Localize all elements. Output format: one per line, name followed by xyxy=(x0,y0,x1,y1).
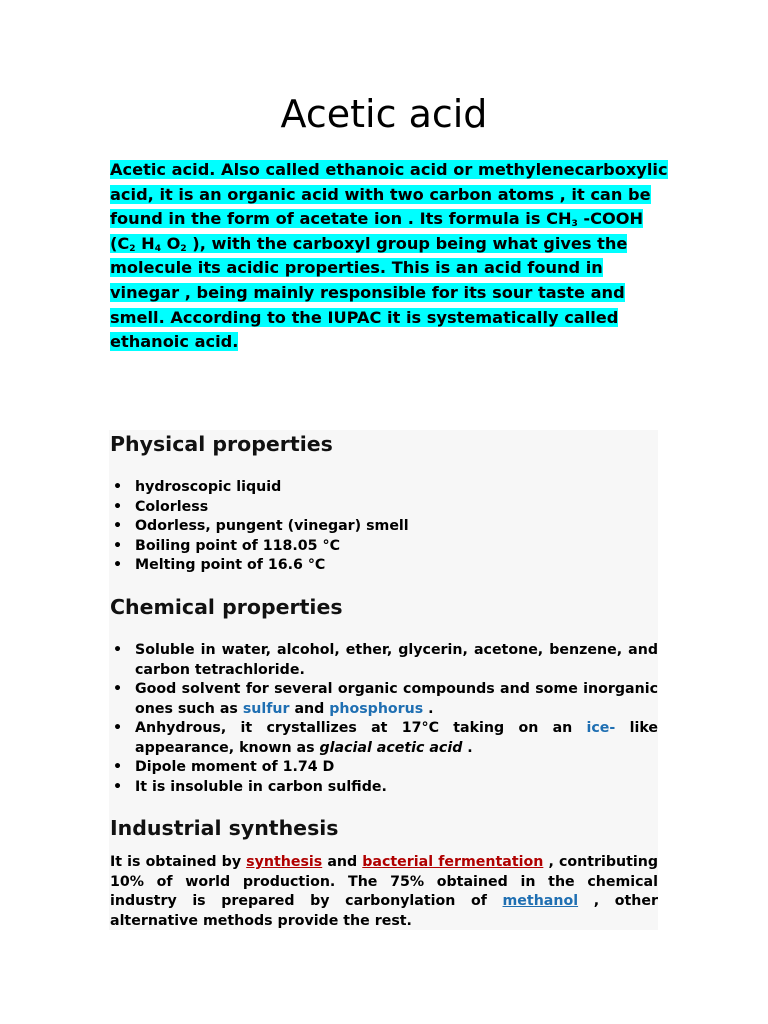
list-item: • Good solvent for several organic compounds and some inorganic ones such as sulfur and phosphorus . xyxy=(110,680,658,719)
chemical-properties-heading: Chemical properties xyxy=(110,595,343,619)
subscript: 3 xyxy=(571,219,578,230)
page-title: Acetic acid xyxy=(280,92,488,136)
physical-properties-list xyxy=(110,478,658,576)
industrial-synthesis-heading: Industrial synthesis xyxy=(110,816,339,840)
list-item: • Dipole moment of 1.74 D xyxy=(110,758,658,778)
phosphorus-link[interactable]: phosphorus xyxy=(329,700,424,717)
subscript: 2 xyxy=(180,243,187,254)
subscript: 4 xyxy=(154,243,161,254)
list-item: • Melting point of 16.6 °C xyxy=(110,556,658,576)
synthesis-link[interactable]: synthesis xyxy=(246,854,323,870)
list-item: • Boiling point of 118.05 °C xyxy=(110,537,658,557)
list-item: • Colorless xyxy=(110,498,658,518)
list-item: • Odorless, pungent (vinegar) smell xyxy=(110,517,658,537)
bacterial-fermentation-link[interactable]: bacterial fermentation xyxy=(362,854,544,870)
intro-text: H xyxy=(135,233,155,253)
chemical-properties-list xyxy=(110,641,658,797)
subscript: 2 xyxy=(129,243,136,254)
glacial-acetic-acid-term: glacial acetic acid xyxy=(319,739,463,756)
intro-highlight xyxy=(110,160,668,351)
list-item: • It is insoluble in carbon sulfide. xyxy=(110,778,658,798)
list-item: • Anhydrous, it crystallizes at 17°C taking on an ice- like appearance, known as glacial acetic acid . xyxy=(110,719,658,758)
intro-text: Acetic acid. Also called ethanoic acid or methylenecarboxylic acid, it is an organic acid with two carbon atoms , it can be found in the form of acetate ion . Its formula is CH xyxy=(110,160,668,229)
physical-properties-heading: Physical properties xyxy=(110,432,333,456)
intro-text: -COOH (C xyxy=(110,209,644,253)
industrial-synthesis-paragraph: It is obtained by synthesis and bacterial fermentation , contributing 10% of world production. The 75% obtained in the chemical industry is prepared by carbonylation of methanol , other alternative methods provide the rest. xyxy=(110,854,658,929)
ice-link[interactable]: ice- xyxy=(586,720,616,736)
intro-paragraph xyxy=(110,158,670,355)
methanol-link[interactable]: methanol xyxy=(502,893,579,909)
intro-text: O xyxy=(161,233,181,253)
intro-text: ), with the carboxyl group being what gives the molecule its acidic properties. This is an acid found in vinegar , being mainly responsible for its sour taste and smell. According to the IUPAC it is systematically called ethanoic acid. xyxy=(110,233,628,352)
sulfur-link[interactable]: sulfur xyxy=(242,700,290,717)
list-item: • hydroscopic liquid xyxy=(110,478,658,498)
list-item: • Soluble in water, alcohol, ether, glycerin, acetone, benzene, and carbon tetrachloride. xyxy=(110,641,658,680)
